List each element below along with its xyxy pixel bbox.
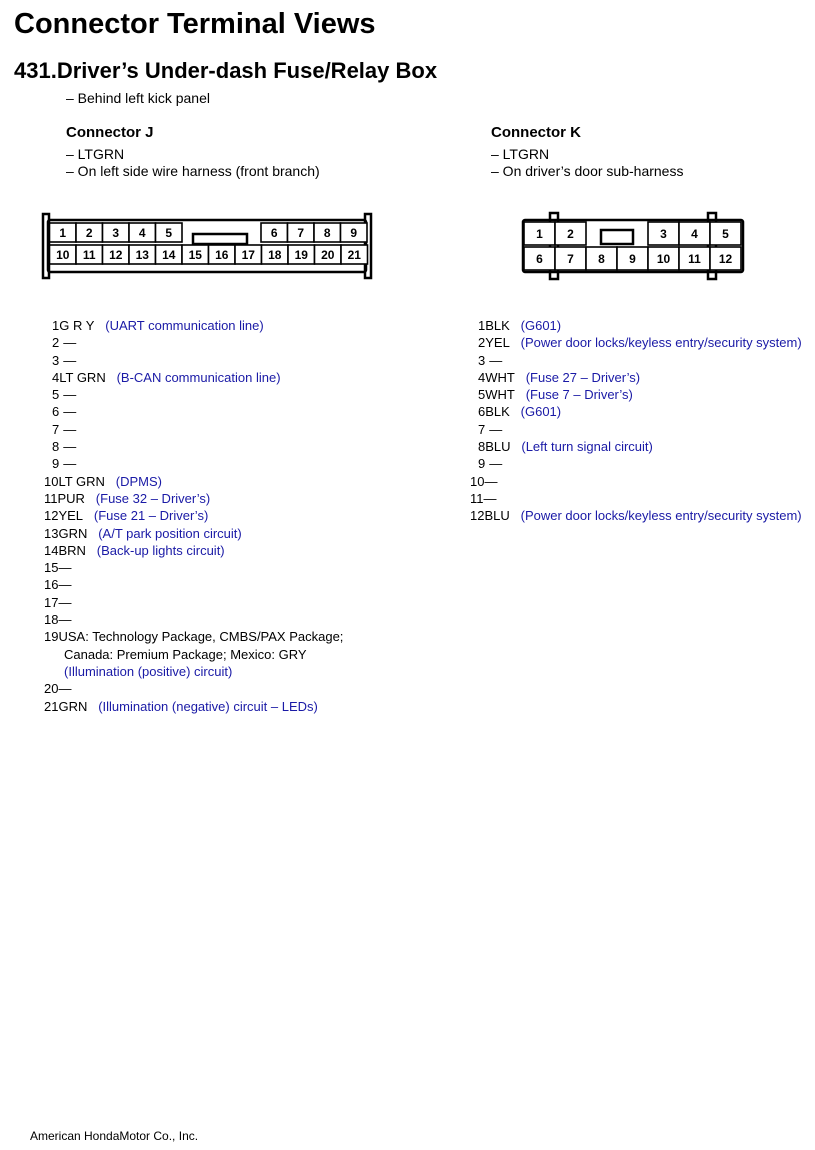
pin-wire: — xyxy=(63,456,77,472)
pin-number: 16 xyxy=(44,577,59,593)
terminal-cavity xyxy=(555,247,586,270)
terminal-cavity xyxy=(50,223,77,242)
terminal-number: 1 xyxy=(59,226,67,240)
pin-row-4 xyxy=(44,369,343,386)
pin-row-1 xyxy=(470,317,802,334)
pin-row-7 xyxy=(470,421,802,438)
pin-row-14 xyxy=(44,542,343,559)
pin-row-15 xyxy=(44,559,343,576)
pin-row-3 xyxy=(470,352,802,369)
pin-wire: — xyxy=(63,439,77,455)
pin-row-16 xyxy=(44,576,343,593)
terminal-number: 3 xyxy=(660,227,667,241)
terminal-cavity xyxy=(314,223,341,242)
pin-row-8 xyxy=(470,438,802,455)
connector-k-location: – On driver’s door sub-harness xyxy=(491,163,684,179)
terminal-cavity xyxy=(555,222,586,245)
terminal-number: 7 xyxy=(297,226,305,240)
pin-wire: — xyxy=(63,404,77,420)
pin-row-10 xyxy=(470,473,802,490)
pin-row-19 xyxy=(44,628,343,645)
pin-wire: GRN xyxy=(58,525,88,541)
terminal-cavity xyxy=(129,245,156,264)
pin-number: 5 xyxy=(478,387,486,403)
pin-row-2 xyxy=(44,334,343,351)
pin-circuit: (DPMS) xyxy=(115,473,163,489)
pin-circuit: (Fuse 32 – Driver’s) xyxy=(95,490,211,506)
pin-wire: — xyxy=(484,473,498,489)
pin-row-5 xyxy=(44,386,343,403)
terminal-cavity xyxy=(50,245,77,264)
terminal-cavity xyxy=(341,223,368,242)
terminal-number: 7 xyxy=(567,252,574,266)
pin-row-12 xyxy=(470,507,802,524)
pin-circuit: (Fuse 7 – Driver’s) xyxy=(525,387,633,403)
terminal-cavity xyxy=(76,245,103,264)
terminal-cavity xyxy=(103,223,130,242)
terminal-number: 9 xyxy=(350,226,358,240)
pin-circuit: (G601) xyxy=(520,318,562,333)
pin-row-11 xyxy=(470,490,802,507)
terminal-number: 4 xyxy=(691,227,698,241)
terminal-cavity xyxy=(315,245,342,264)
footer-copyright: American HondaMotor Co., Inc. xyxy=(30,1129,199,1143)
pin-number: 15 xyxy=(44,560,59,576)
terminal-number: 5 xyxy=(165,226,173,240)
pin-row-9 xyxy=(470,455,802,472)
pin-wire: — xyxy=(63,352,77,368)
pin-number: 4 xyxy=(52,369,60,385)
terminal-number: 1 xyxy=(536,227,543,241)
pin-number: 18 xyxy=(44,612,59,628)
terminal-cavity xyxy=(288,245,315,264)
pin-circuit: (Power door locks/keyless entry/security system) xyxy=(520,508,802,524)
pin-wire: — xyxy=(58,612,72,628)
pin-circuit: (Fuse 21 – Driver’s) xyxy=(93,508,209,524)
terminal-cavity xyxy=(586,247,617,270)
terminal-cavity xyxy=(156,245,183,264)
pin-wire: WHT xyxy=(485,387,515,403)
pin-wire: BLK xyxy=(485,404,510,420)
terminal-cavity xyxy=(129,223,156,242)
terminal-cavity xyxy=(262,245,289,264)
terminal-cavity xyxy=(76,223,103,242)
terminal-cavity xyxy=(209,245,236,264)
pin-row-2 xyxy=(470,334,802,351)
pin-wire: WHT xyxy=(485,369,515,385)
pin-row-8 xyxy=(44,438,343,455)
pin-number: 6 xyxy=(478,404,486,420)
pin-circuit: (Back-up lights circuit) xyxy=(96,542,225,558)
terminal-number: 8 xyxy=(598,252,605,266)
terminal-number: 5 xyxy=(722,227,729,241)
pin-number: 14 xyxy=(44,542,59,558)
connector-k-pin-list xyxy=(470,317,802,525)
terminal-cavity xyxy=(648,247,679,270)
pin-number: 20 xyxy=(44,681,59,697)
terminal-number: 4 xyxy=(138,226,146,240)
pin-wire: G R Y xyxy=(59,318,95,333)
pin-wire: GRN xyxy=(58,698,88,714)
terminal-number: 19 xyxy=(294,248,308,262)
connector-k-title: Connector K xyxy=(491,124,581,141)
terminal-number: 10 xyxy=(56,248,70,262)
terminal-number: 18 xyxy=(268,248,282,262)
pin-row-7 xyxy=(44,421,343,438)
connector-j-color: – LTGRN xyxy=(66,146,125,162)
pin-row-4 xyxy=(470,369,802,386)
pin-number: 6 xyxy=(52,404,60,420)
pin-wire-line2: Canada: Premium Package; Mexico: GRY xyxy=(64,646,307,662)
connector-k-color: – LTGRN xyxy=(491,146,550,162)
pin-number: 9 xyxy=(478,456,486,472)
terminal-number: 11 xyxy=(688,252,701,266)
terminal-number: 11 xyxy=(82,248,96,262)
connector-j-pin-list xyxy=(44,317,343,715)
pin-row-6 xyxy=(44,403,343,420)
terminal-cavity xyxy=(710,247,741,270)
terminal-number: 12 xyxy=(109,248,123,262)
pin-number: 21 xyxy=(44,698,59,714)
connector-j-title: Connector J xyxy=(66,124,154,141)
pin-row-12 xyxy=(44,507,343,524)
terminal-number: 3 xyxy=(112,226,120,240)
terminal-cavity xyxy=(182,245,209,264)
pin-number: 9 xyxy=(52,456,60,472)
pin-row-19-line2 xyxy=(44,646,343,663)
pin-wire: LT GRN xyxy=(58,473,105,489)
terminal-cavity xyxy=(261,223,288,242)
pin-wire: — xyxy=(58,681,72,697)
terminal-cavity xyxy=(648,222,679,245)
pin-row-20 xyxy=(44,680,343,697)
connector-k-diagram xyxy=(515,208,755,284)
pin-circuit: (G601) xyxy=(520,404,562,420)
connector-j-location: – On left side wire harness (front branch) xyxy=(66,163,320,179)
pin-circuit: (Illumination (negative) circuit – LEDs) xyxy=(98,698,318,714)
terminal-number: 16 xyxy=(215,248,229,262)
pin-number: 7 xyxy=(52,421,60,437)
terminal-cavity xyxy=(617,247,648,270)
pin-circuit: (B-CAN communication line) xyxy=(116,369,281,385)
pin-number: 8 xyxy=(52,439,60,455)
pin-wire: — xyxy=(58,577,72,593)
pin-wire: BLK xyxy=(485,318,510,333)
pin-wire: — xyxy=(63,421,77,437)
pin-wire: BLU xyxy=(484,508,510,524)
terminal-cavity xyxy=(524,222,555,245)
terminal-number: 9 xyxy=(629,252,636,266)
terminal-number: 8 xyxy=(323,226,331,240)
pin-circuit: (Illumination (positive) circuit) xyxy=(64,663,233,679)
pin-row-17 xyxy=(44,594,343,611)
location-note: – Behind left kick panel xyxy=(66,90,210,106)
connector-j-diagram xyxy=(40,208,380,280)
terminal-number: 6 xyxy=(536,252,543,266)
pin-row-10 xyxy=(44,473,343,490)
pin-number: 11 xyxy=(44,490,58,506)
pin-number: 10 xyxy=(470,473,485,489)
terminal-number: 15 xyxy=(188,248,202,262)
pin-row-11 xyxy=(44,490,343,507)
terminal-cavity xyxy=(679,222,710,245)
terminal-cavity xyxy=(156,223,183,242)
pin-wire-line1: USA: Technology Package, CMBS/PAX Package; xyxy=(58,629,344,645)
pin-number: 19 xyxy=(44,629,59,645)
pin-row-5 xyxy=(470,386,802,403)
pin-wire: — xyxy=(58,560,72,576)
pin-circuit: (Fuse 27 – Driver’s) xyxy=(525,369,641,385)
pin-circuit: (Left turn signal circuit) xyxy=(521,439,653,455)
pin-wire: — xyxy=(483,490,497,506)
pin-wire: — xyxy=(58,594,72,610)
pin-row-19-circuit xyxy=(44,663,343,680)
pin-number: 11 xyxy=(470,490,484,506)
terminal-cavity xyxy=(235,245,262,264)
pin-number: 5 xyxy=(52,387,60,403)
pin-number: 3 xyxy=(52,352,60,368)
pin-number: 1 xyxy=(478,318,486,333)
terminal-cavity xyxy=(341,245,368,264)
pin-wire: — xyxy=(489,352,503,368)
pin-row-1 xyxy=(44,317,343,334)
pin-wire: LT GRN xyxy=(59,369,106,385)
terminal-number: 21 xyxy=(347,248,361,262)
section-title: 431.Driver’s Under-dash Fuse/Relay Box xyxy=(14,58,438,83)
terminal-number: 14 xyxy=(162,248,176,262)
terminal-number: 17 xyxy=(241,248,255,262)
terminal-cavity xyxy=(710,222,741,245)
pin-wire: — xyxy=(63,387,77,403)
terminal-number: 2 xyxy=(567,227,574,241)
terminal-number: 12 xyxy=(718,252,733,266)
pin-number: 12 xyxy=(44,508,59,524)
pin-number: 10 xyxy=(44,473,59,489)
pin-number: 17 xyxy=(44,594,59,610)
pin-number: 2 xyxy=(478,335,486,351)
pin-wire: YEL xyxy=(58,508,84,524)
terminal-number: 6 xyxy=(270,226,278,240)
pin-row-13 xyxy=(44,525,343,542)
pin-number: 4 xyxy=(478,369,486,385)
terminal-number: 10 xyxy=(656,252,671,266)
pin-circuit: (UART communication line) xyxy=(105,318,264,333)
pin-number: 3 xyxy=(478,352,486,368)
pin-wire: — xyxy=(63,335,77,351)
pin-number: 1 xyxy=(52,318,60,333)
terminal-cavity xyxy=(679,247,710,270)
pin-row-6 xyxy=(470,403,802,420)
terminal-cavity xyxy=(103,245,130,264)
pin-number: 13 xyxy=(44,525,59,541)
page-title: Connector Terminal Views xyxy=(14,8,376,40)
pin-circuit: (A/T park position circuit) xyxy=(98,525,242,541)
pin-number: 7 xyxy=(478,421,486,437)
terminal-cavity xyxy=(288,223,315,242)
pin-row-18 xyxy=(44,611,343,628)
pin-wire: PUR xyxy=(57,490,85,506)
pin-wire: BLU xyxy=(485,439,511,455)
pin-wire: BRN xyxy=(58,542,86,558)
terminal-number: 2 xyxy=(85,226,93,240)
pin-row-3 xyxy=(44,352,343,369)
pin-circuit: (Power door locks/keyless entry/security system) xyxy=(520,335,802,351)
pin-row-9 xyxy=(44,455,343,472)
pin-number: 12 xyxy=(470,508,485,524)
pin-row-21 xyxy=(44,698,343,715)
terminal-cavity xyxy=(524,247,555,270)
pin-wire: — xyxy=(489,421,503,437)
pin-number: 8 xyxy=(478,439,486,455)
terminal-number: 20 xyxy=(321,248,335,262)
pin-number: 2 xyxy=(52,335,60,351)
pin-wire: — xyxy=(489,456,503,472)
terminal-number: 13 xyxy=(135,248,149,262)
pin-wire: YEL xyxy=(485,335,510,351)
